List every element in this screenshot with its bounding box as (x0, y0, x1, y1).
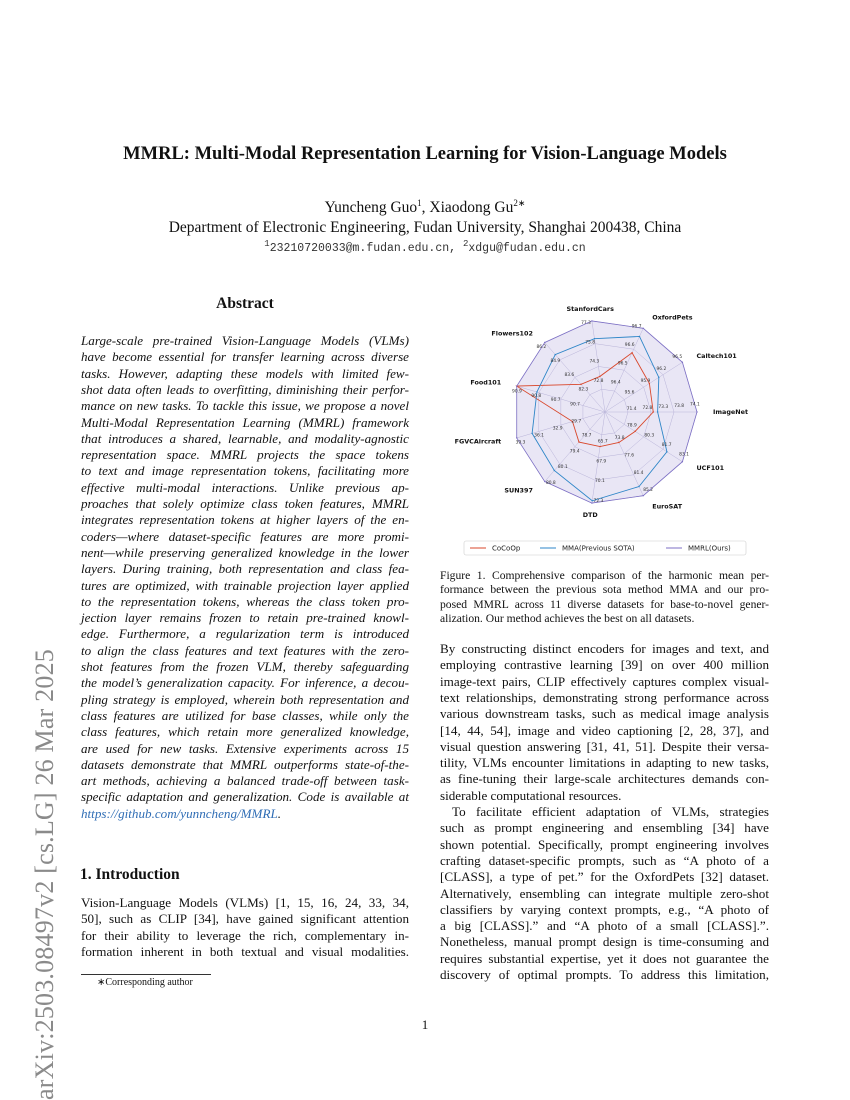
radar-tick-label: 95.6 (624, 390, 635, 396)
radar-tick-label: 70.1 (594, 479, 605, 485)
legend-label: MMA(Previous SOTA) (562, 544, 635, 553)
abstract-line: pling strategy is employed, wherein both representation and (81, 691, 409, 707)
series-point-2 (638, 486, 639, 487)
abstract-line (81, 806, 409, 822)
body-line: various downstream tasks, such as medical image analysis (440, 706, 769, 722)
radar-tick-label: 80.8 (545, 481, 556, 487)
abstract-line (81, 789, 409, 805)
radar-tick-label: 65.7 (597, 439, 608, 445)
footnote-divider (81, 974, 211, 975)
body-line: Alternatively, ensembling can integrate multiple zero-shot (440, 885, 769, 901)
footnote: ∗Corresponding author (97, 977, 193, 988)
abstract-line: proaches that solely optimize class token features, MMRL (81, 496, 409, 511)
section-heading-introduction: 1. Introduction (80, 866, 180, 883)
series-point-2 (554, 470, 555, 471)
abstract-line: that introduces a shared, learnable, and modality-agnostic (81, 430, 409, 446)
legend-label: CoCoOp (492, 544, 521, 553)
radar-axis-label: Food101 (470, 378, 502, 387)
body-line: image-text pairs, CLIP effectively captures complex visual- (440, 673, 769, 689)
radar-axis-label: StanfordCars (566, 305, 614, 314)
abstract-line: edge. Furthermore, a regularization term is introduced (81, 626, 409, 642)
caption-line: posed MMRL across 11 diverse datasets for base-to-novel gener- (440, 597, 769, 611)
body-line: tility, VLMs encounter limitations in adapting to new tasks, (440, 755, 769, 771)
abstract-line: to align the class features and text features with the zero- (81, 642, 409, 658)
abstract-line: Large-scale pre-trained Vision-Language Models (VLMs) (81, 333, 409, 348)
series-point-2 (536, 391, 537, 392)
abstract-line: layers. During training, both representation and class fea- (81, 561, 409, 577)
abstract-line: nent—while preserving generalized knowledge in the lower (81, 544, 409, 560)
intro-line: 50], such as CLIP [34], have gained significant attention (81, 911, 409, 927)
abstract-line: datasets demonstrate that MMRL outperforms state-of-the- (81, 756, 409, 772)
affiliation: Department of Electronic Engineering, Fudan University, Shanghai 200438, China (168, 219, 682, 236)
abstract-line: the model’s generalization capacity. For inference, a decou- (81, 675, 409, 691)
series-point-3 (682, 362, 683, 363)
series-point-1 (653, 411, 654, 412)
email-1[interactable]: 23210720033@m.fudan.edu.cn (269, 242, 450, 255)
series-point-1 (599, 446, 600, 447)
intro-line: Vision-Language Models (VLMs) [1, 15, 16, 24, 33, 34, (81, 895, 409, 910)
abstract-line: art methods, achieving a balanced trade-off between task- (81, 773, 409, 789)
radar-tick-label: 84.9 (550, 359, 561, 365)
radar-axis-label: Flowers102 (491, 329, 533, 338)
radar-tick-label: 90.8 (531, 393, 542, 399)
radar-tick-label: 75.8 (585, 340, 596, 346)
series-point-1 (618, 442, 619, 443)
body-line: visual question answering [31, 41, 51]. Despite their versa- (440, 738, 769, 754)
abstract-line: have become essential for transfer learning across diverse (81, 349, 409, 365)
series-point-2 (658, 377, 659, 378)
radar-axis-label: Caltech101 (696, 351, 737, 360)
radar-tick-label: 81.4 (633, 470, 644, 476)
radar-tick-label: 86.2 (536, 345, 547, 351)
body-line: requires substantial expertise, yet it does not guarantee the (440, 950, 769, 966)
radar-tick-label: 79.4 (569, 449, 580, 455)
series-point-3 (696, 411, 697, 412)
series-point-2 (639, 336, 640, 337)
abstract-last-text: specific adaptation and generalization. Code is available at (81, 789, 409, 805)
abstract-heading: Abstract (216, 295, 274, 312)
caption-line: Figure 1. Comprehensive comparison of the harmonic mean per- (440, 569, 769, 582)
email-1-mark: 1 (264, 239, 270, 250)
series-point-3 (516, 385, 517, 386)
abstract-line: tures are optimized, with trainable projection layer applied (81, 577, 409, 593)
author-2: Xiaodong Gu (429, 199, 514, 216)
radar-tick-label: 90.7 (570, 402, 580, 408)
radar-tick-label: 81.7 (661, 442, 672, 448)
radar-tick-label: 90.9 (512, 389, 522, 395)
body-line: siderable computational resources. (440, 787, 622, 803)
legend-label: MMRL(Ours) (688, 544, 731, 553)
radar-tick-label: 96.5 (672, 355, 683, 361)
email-2-mark: 2 (462, 239, 469, 250)
abstract-line: to text and image representation tokens, facilitating more (81, 463, 409, 479)
radar-chart (440, 288, 770, 568)
radar-tick-label: 78.9 (626, 423, 637, 429)
radar-tick-label: 73.8 (614, 435, 625, 441)
series-point-3 (516, 437, 517, 438)
body-line: [CLASS], a type of pet.” for the OxfordPets [32] dataset. (440, 869, 769, 885)
body-line: such as prompt engineering and ensembling [34] have (440, 820, 769, 836)
abstract-line: class features are utilized for base classes, while only the (81, 707, 409, 723)
body-line: as fine-tuning their large-scale architectures demands con- (440, 771, 769, 787)
abstract-line: are used for new tasks. Extensive experiments across 15 (81, 740, 409, 756)
abstract-line: jection layer remains frozen to retain pre-trained knowl- (81, 610, 409, 626)
radar-tick-label: 78.7 (581, 433, 592, 439)
series-point-2 (594, 338, 595, 339)
abstract-line: Multi-Modal Representation Learning (MMRL) framework (81, 414, 409, 430)
author-1-mark: 1 (417, 197, 422, 208)
body-line: classifiers by varying context prompts, e.g., “A photo of (440, 901, 769, 917)
radar-axis-label: SUN397 (504, 486, 533, 495)
radar-tick-label: 72.8 (642, 406, 653, 412)
radar-tick-label: 73.3 (658, 404, 669, 410)
abstract-line: class features, which retain more generalized knowledge, (81, 724, 409, 740)
author-list (60, 199, 790, 217)
radar-tick-label: 72.3 (593, 498, 604, 504)
body-line: a big [CLASS].” and “A photo of a small [CLASS].”. (440, 918, 769, 934)
radar-tick-label: 83.1 (679, 452, 689, 458)
link-period: . (277, 805, 282, 821)
series-point-3 (643, 495, 644, 496)
series-point-3 (591, 320, 592, 321)
radar-tick-label: 96.7 (631, 324, 642, 330)
radar-tick-label: 95.9 (640, 378, 651, 384)
caption-line: formance between the previous sota method MMA and our pro- (440, 583, 769, 597)
email-2[interactable]: xdgu@fudan.edu.cn (468, 242, 586, 255)
abstract-line: mance on new tasks. To tackle this issue, we propose a novel (81, 398, 409, 414)
abstract-line: to the representation tokens, whereas the class token pro- (81, 593, 409, 609)
body-line: discovery of optimal prompts. To address this limitation, (440, 967, 769, 982)
body-line: text relationships, demonstrating strong performance across (440, 689, 769, 705)
radar-tick-label: 29.7 (571, 419, 582, 425)
radar-tick-label: 96.6 (624, 343, 635, 349)
abstract-line: tasks. However, adapting these models with limited few- (81, 365, 409, 381)
body-line: Nonetheless, manual prompt design is time-consuming and (440, 934, 769, 950)
series-point-1 (631, 352, 632, 353)
intro-line: formation inherent in both textual and visual modalities. (81, 943, 409, 959)
radar-tick-label: 36.1 (534, 433, 544, 439)
series-point-2 (666, 451, 667, 452)
abstract-line: representation space. MMRL projects the space tokens (81, 447, 409, 463)
series-point-3 (643, 328, 644, 329)
radar-axis-label: DTD (582, 510, 598, 519)
radar-tick-label: 73.8 (674, 403, 685, 409)
abstract-line: integrates representation tokens at higher layers of the en- (81, 512, 409, 528)
series-point-1 (578, 441, 579, 442)
radar-tick-label: 74.1 (690, 402, 700, 408)
radar-tick-label: 80.1 (557, 465, 568, 471)
body-line: shown potential. Specifically, prompt engineering involves (440, 836, 769, 852)
series-point-1 (634, 431, 635, 432)
radar-tick-label: 77.3 (581, 320, 591, 326)
radar-axis-label: OxfordPets (652, 313, 693, 322)
radar-axis-label: FGVCAircraft (454, 437, 502, 446)
series-point-2 (657, 411, 658, 412)
body-line: By constructing distinct encoders for images and text, and (440, 641, 769, 656)
author-emails (60, 239, 790, 255)
series-point-3 (544, 342, 545, 343)
arxiv-stamp: arXiv:2503.08497v2 [cs.LG] 26 Mar 2025 (30, 649, 59, 1100)
radar-tick-label: 90.7 (550, 398, 561, 404)
radar-axis-label: UCF101 (696, 464, 725, 473)
series-point-2 (555, 354, 556, 355)
abstract-line: shot data often leads to overfitting, diminishing their perfor- (81, 381, 409, 397)
body-line: [14, 44, 54], image and video captioning [2, 28, 37], and (440, 722, 769, 738)
series-point-3 (682, 461, 683, 462)
abstract-line: coders—where dataset-specific features are more promi- (81, 528, 409, 544)
author-2-mark: 2∗ (513, 197, 526, 208)
body-line: employing contrastive learning [39] on over 400 million (440, 657, 769, 673)
radar-tick-label: 85.2 (643, 488, 653, 494)
paper-title: MMRL: Multi-Modal Representation Learning for Vision-Language Models (123, 144, 727, 164)
abstract-line: effective multi-modal interactions. Unlike previous ap- (81, 479, 409, 495)
radar-tick-label: 96.5 (617, 361, 628, 367)
author-separator: , (421, 199, 430, 216)
intro-line: for their ability to leverage the rich, complementary in- (81, 927, 409, 943)
series-point-1 (580, 384, 581, 385)
author-1: Yuncheng Guo (324, 199, 418, 216)
radar-tick-label: 74.3 (589, 359, 600, 365)
caption-line: alization. Our method achieves the best on all datasets. (440, 612, 695, 626)
radar-axis-label: EuroSAT (652, 502, 683, 511)
email-separator: , (449, 242, 463, 255)
radar-tick-label: 96.4 (610, 380, 621, 386)
radar-tick-label: 72.8 (593, 379, 604, 385)
radar-tick-label: 77.6 (624, 453, 635, 459)
series-point-2 (531, 433, 532, 434)
page-number: 1 (421, 1017, 429, 1032)
radar-axis-label: ImageNet (713, 408, 748, 416)
body-line: To facilitate efficient adaptation of VLMs, strategies (452, 804, 769, 819)
radar-tick-label: 96.2 (656, 366, 667, 372)
radar-tick-label: 83.6 (564, 373, 575, 379)
radar-tick-label: 82.3 (578, 387, 589, 393)
radar-tick-label: 71.4 (626, 407, 637, 413)
radar-tick-label: 80.3 (644, 433, 655, 439)
series-point-1 (599, 376, 600, 377)
radar-tick-label: 32.9 (552, 426, 563, 432)
radar-tick-label: 67.9 (596, 459, 607, 465)
abstract-line: shot features from the frozen VLM, thereby safeguarding (81, 659, 409, 674)
body-line: crafting dataset-specific prompts, such as “A photo of a (440, 852, 769, 868)
series-point-3 (591, 502, 592, 503)
code-link[interactable]: https://github.com/yunncheng/MMRL (81, 805, 278, 821)
radar-tick-label: 39.3 (515, 440, 526, 446)
